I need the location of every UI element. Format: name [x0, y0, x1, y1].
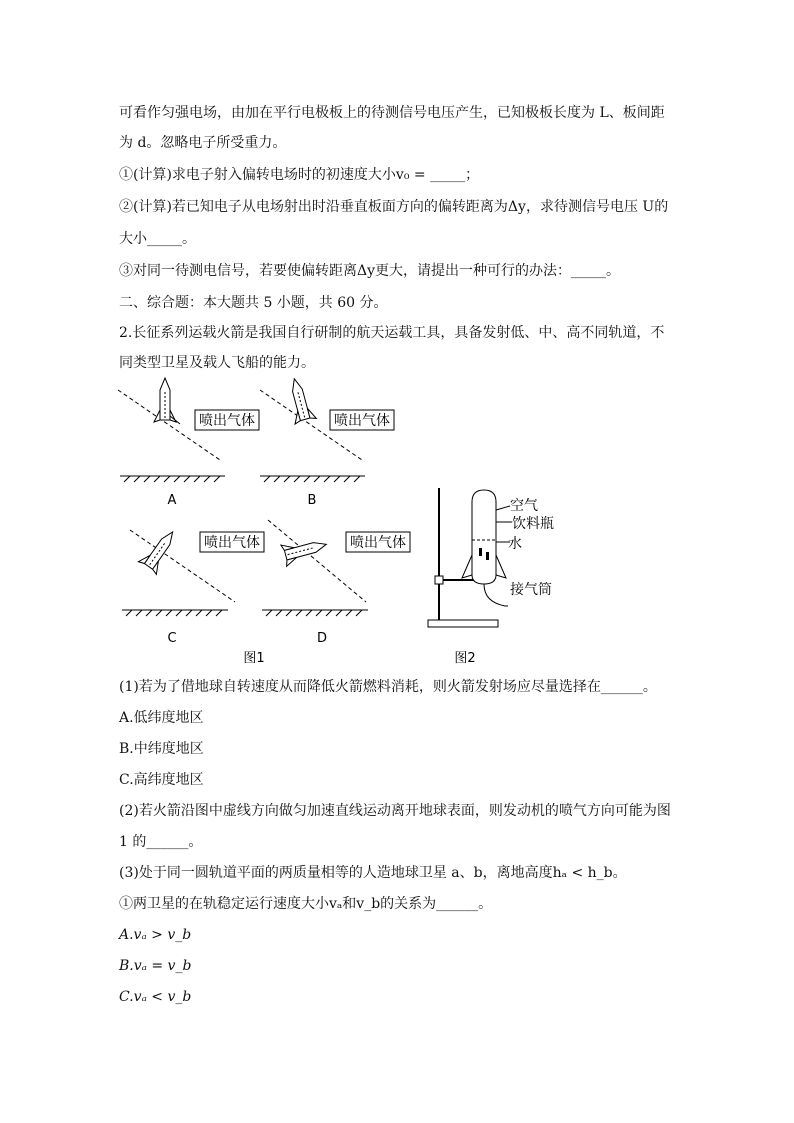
figure-2-caption: 图2 [454, 651, 476, 666]
option-3-c: C.vₐ < v_b [119, 989, 192, 1005]
panel-a-label: A [167, 493, 177, 508]
question-1-2: ②(计算)若已知电子从电场射出时沿垂直板面方向的偏转距离为Δy，求待测信号电压 U的 [119, 199, 669, 215]
gas-label-a: 喷出气体 [199, 413, 255, 429]
option-1-b: B.中纬度地区 [119, 741, 204, 757]
rocket-a [154, 378, 180, 424]
air-label: 空气 [510, 498, 538, 514]
option-1-c: C.高纬度地区 [119, 772, 204, 788]
panel-d-diagram [262, 520, 410, 646]
question-2-3-1: ①两卫星的在轨稳定运行速度大小vₐ和v_b的关系为______。 [119, 896, 493, 912]
problem-2-intro: 2.长征系列运载火箭是我国自行研制的航天运载工具，具备发射低、中、高不同轨道，不 [119, 325, 665, 341]
line-1: 可看作匀强电场，由加在平行电极板上的待测信号电压产生，已知极板长度为 L、板间距 [119, 105, 665, 121]
gas-label-d: 喷出气体 [350, 535, 406, 551]
question-2-3: (3)处于同一圆轨道平面的两质量相等的人造地球卫星 a、b，离地高度hₐ < h_b。 [119, 865, 627, 881]
question-2-1: (1)若为了借地球自转速度从而降低火箭燃料消耗，则火箭发射场应尽量选择在______。 [119, 679, 657, 695]
option-3-b: B.vₐ = v_b [119, 958, 192, 974]
water-label: 水 [508, 536, 522, 552]
panel-b-label: B [307, 493, 317, 508]
rocket-c [138, 526, 181, 575]
pump-label: 接气筒 [510, 582, 552, 598]
gas-label-c: 喷出气体 [204, 535, 260, 551]
problem-2-intro-cont: 同类型卫星及载人飞船的能力。 [119, 355, 315, 371]
bottle-rocket-apparatus [428, 488, 554, 627]
question-1-3: ③对同一待测电信号，若要使偏转距离Δy更大，请提出一种可行的办法：_____。 [119, 263, 621, 279]
question-2-2-cont: 1 的______。 [119, 834, 203, 850]
question-2-2: (2)若火箭沿图中虚线方向做匀加速直线运动离开地球表面，则发动机的喷气方向可能为图 [119, 803, 671, 819]
option-3-a: A.vₐ > v_b [119, 927, 192, 943]
bottle-label: 饮料瓶 [512, 516, 554, 532]
question-1-1: ①(计算)求电子射入偏转电场时的初速度大小v₀ = _____； [119, 167, 480, 183]
panel-d-label: D [316, 631, 328, 646]
question-1-2-cont: 大小_____。 [119, 231, 196, 247]
figure-1-caption: 图1 [243, 651, 265, 666]
panel-b-diagram [260, 376, 394, 508]
rocket-b [284, 376, 317, 424]
section-heading: 二、综合题：本大题共 5 小题，共 60 分。 [119, 295, 388, 311]
panel-a-diagram [118, 378, 259, 508]
option-1-a: A.低纬度地区 [119, 710, 204, 726]
rocket-d [281, 534, 329, 567]
panel-c-diagram [122, 526, 264, 646]
line-2: 为 d。忽略电子所受重力。 [119, 135, 287, 151]
figure-rockets-and-bottle [100, 370, 554, 670]
panel-c-label: C [167, 631, 177, 646]
gas-label-b: 喷出气体 [334, 413, 390, 429]
